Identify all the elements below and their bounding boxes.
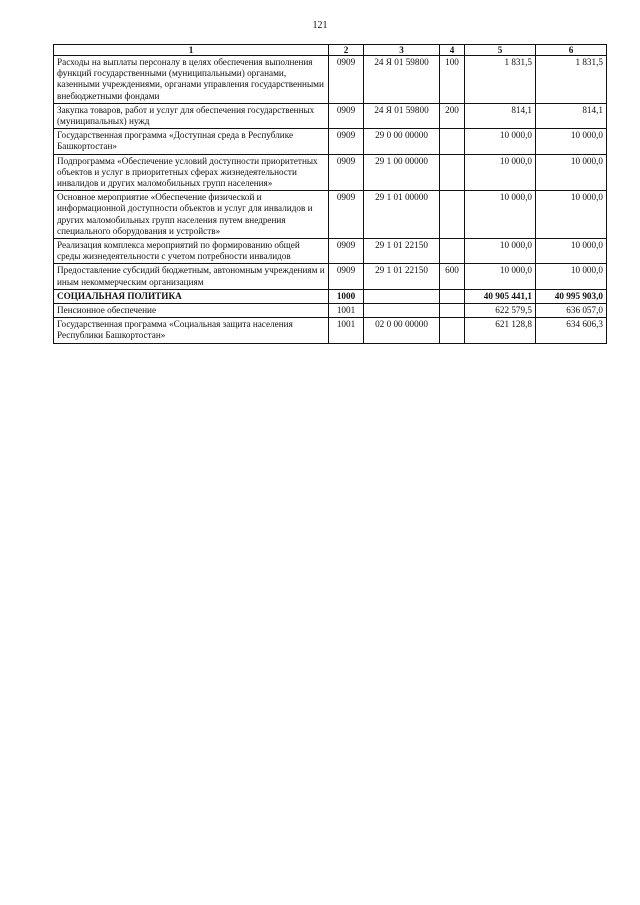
row-name-cell: Предоставление субсидий бюджетным, автономным учреждениям и иным некоммерческим организациям <box>54 264 329 289</box>
row-section-cell: 1000 <box>329 289 364 303</box>
row-amount-col5-cell: 40 905 441,1 <box>465 289 536 303</box>
row-expense-type-cell <box>440 129 465 154</box>
row-amount-col6-cell: 10 000,0 <box>536 154 607 191</box>
row-amount-col5-cell: 621 128,8 <box>465 318 536 343</box>
table-row <box>54 154 607 191</box>
row-target-cell: 29 1 00 00000 <box>364 154 440 191</box>
row-target-cell: 29 1 01 00000 <box>364 191 440 239</box>
row-section-cell: 0909 <box>329 264 364 289</box>
row-expense-type-cell <box>440 318 465 343</box>
row-target-cell <box>364 304 440 318</box>
row-expense-type-cell <box>440 191 465 239</box>
table-row <box>54 239 607 264</box>
row-target-cell <box>364 289 440 303</box>
row-section-cell: 1001 <box>329 304 364 318</box>
row-name-cell: Государственная программа «Социальная защита населения Республики Башкортостан» <box>54 318 329 343</box>
row-expense-type-cell <box>440 239 465 264</box>
row-amount-col6-cell: 814,1 <box>536 103 607 128</box>
row-amount-col5-cell: 814,1 <box>465 103 536 128</box>
row-expense-type-cell <box>440 154 465 191</box>
row-section-cell: 0909 <box>329 129 364 154</box>
table-row <box>54 318 607 343</box>
table-row <box>54 56 607 104</box>
row-section-cell: 0909 <box>329 56 364 104</box>
header-cell: 3 <box>364 45 440 56</box>
row-amount-col6-cell: 634 606,3 <box>536 318 607 343</box>
table-row <box>54 264 607 289</box>
table-row <box>54 129 607 154</box>
row-expense-type-cell: 600 <box>440 264 465 289</box>
row-expense-type-cell <box>440 289 465 303</box>
page-number: 121 <box>312 20 328 31</box>
row-section-cell: 0909 <box>329 154 364 191</box>
row-target-cell: 29 0 00 00000 <box>364 129 440 154</box>
header-cell: 4 <box>440 45 465 56</box>
row-amount-col6-cell: 40 995 903,0 <box>536 289 607 303</box>
row-expense-type-cell <box>440 304 465 318</box>
table-header-row <box>54 45 607 56</box>
row-amount-col5-cell: 10 000,0 <box>465 154 536 191</box>
row-amount-col6-cell: 10 000,0 <box>536 239 607 264</box>
budget-table <box>53 44 607 344</box>
table-row <box>54 289 607 303</box>
row-amount-col6-cell: 10 000,0 <box>536 264 607 289</box>
header-cell: 2 <box>329 45 364 56</box>
header-cell: 6 <box>536 45 607 56</box>
row-amount-col5-cell: 10 000,0 <box>465 129 536 154</box>
row-section-cell: 1001 <box>329 318 364 343</box>
row-amount-col5-cell: 10 000,0 <box>465 191 536 239</box>
row-target-cell: 02 0 00 00000 <box>364 318 440 343</box>
row-name-cell: Государственная программа «Доступная среда в Республике Башкортостан» <box>54 129 329 154</box>
header-cell: 1 <box>54 45 329 56</box>
row-amount-col5-cell: 1 831,5 <box>465 56 536 104</box>
row-amount-col5-cell: 622 579,5 <box>465 304 536 318</box>
row-name-cell: Подпрограмма «Обеспечение условий доступности приоритетных объектов и услуг в приоритетных сферах жизнедеятельности инвалидов и других маломобильных групп населения» <box>54 154 329 191</box>
row-expense-type-cell: 100 <box>440 56 465 104</box>
row-target-cell: 29 1 01 22150 <box>364 239 440 264</box>
row-amount-col6-cell: 636 057,0 <box>536 304 607 318</box>
row-name-cell: Пенсионное обеспечение <box>54 304 329 318</box>
row-amount-col6-cell: 10 000,0 <box>536 129 607 154</box>
table-row <box>54 304 607 318</box>
row-amount-col5-cell: 10 000,0 <box>465 264 536 289</box>
row-name-cell: Закупка товаров, работ и услуг для обеспечения государственных (муниципальных) нужд <box>54 103 329 128</box>
table-row <box>54 103 607 128</box>
row-name-cell: Расходы на выплаты персоналу в целях обеспечения выполнения функций государственными (муниципальными) органами, казенными учреждениями, органами управления государственными внебюджетными фондами <box>54 56 329 104</box>
row-name-cell: Основное мероприятие «Обеспечение физической и информационной доступности объектов и услуг для инвалидов и других маломобильных групп населения путем внедрения специального оборудования и устройств» <box>54 191 329 239</box>
row-target-cell: 24 Я 01 59800 <box>364 56 440 104</box>
table-row <box>54 191 607 239</box>
row-amount-col6-cell: 10 000,0 <box>536 191 607 239</box>
row-amount-col6-cell: 1 831,5 <box>536 56 607 104</box>
row-section-cell: 0909 <box>329 239 364 264</box>
header-cell: 5 <box>465 45 536 56</box>
row-target-cell: 29 1 01 22150 <box>364 264 440 289</box>
row-expense-type-cell: 200 <box>440 103 465 128</box>
row-name-cell: СОЦИАЛЬНАЯ ПОЛИТИКА <box>54 289 329 303</box>
row-section-cell: 0909 <box>329 103 364 128</box>
row-section-cell: 0909 <box>329 191 364 239</box>
row-name-cell: Реализация комплекса мероприятий по формированию общей среды жизнедеятельности с учетом потребности инвалидов <box>54 239 329 264</box>
row-amount-col5-cell: 10 000,0 <box>465 239 536 264</box>
row-target-cell: 24 Я 01 59800 <box>364 103 440 128</box>
